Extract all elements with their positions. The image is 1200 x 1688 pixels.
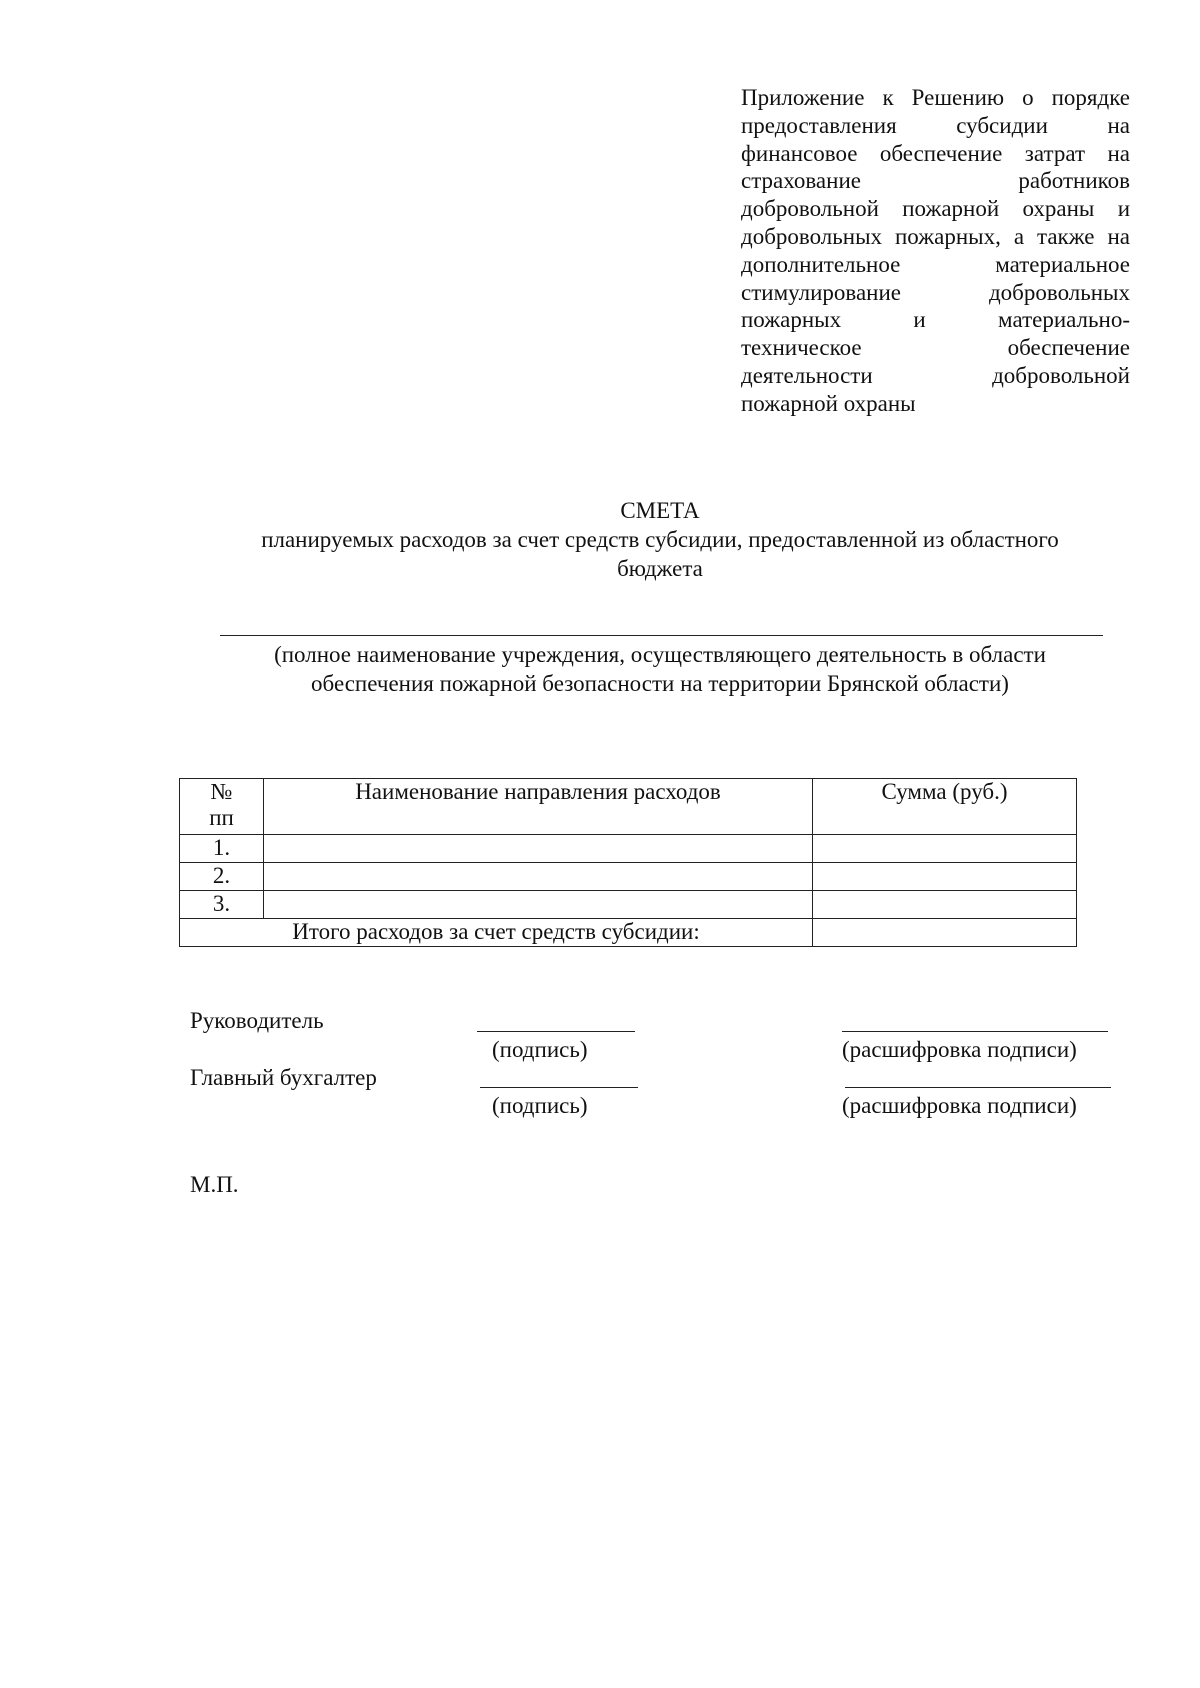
header-num-line-1: № <box>210 779 233 804</box>
appendix-line: стимулирование добровольных <box>741 279 1130 305</box>
row-num: 2. <box>180 863 264 891</box>
row-name-cell[interactable] <box>264 891 813 919</box>
stamp-place: М.П. <box>190 1172 239 1197</box>
table-row <box>180 891 1077 919</box>
table-total-row <box>180 919 1077 947</box>
document-title <box>200 496 1120 583</box>
appendix-line: финансовое обеспечение затрат на <box>741 140 1130 166</box>
total-value-cell[interactable] <box>813 919 1077 947</box>
appendix-line: добровольных пожарных, а также на <box>741 223 1130 249</box>
table-row <box>180 835 1077 863</box>
organization-caption-line-2: обеспечения пожарной безопасности на территории Брянской области) <box>311 671 1009 696</box>
header-num <box>180 779 264 835</box>
head-signature-line[interactable] <box>477 1031 635 1032</box>
accountant-decode-caption: (расшифровка подписи) <box>842 1093 1077 1118</box>
title-line-2: бюджета <box>617 556 703 581</box>
head-label: Руководитель <box>190 1008 324 1033</box>
appendix-line: пожарной охраны <box>741 390 916 416</box>
appendix-line: пожарных и материально- <box>741 307 1130 333</box>
organization-caption-line-1: (полное наименование учреждения, осуществляющего деятельность в области <box>274 642 1046 667</box>
appendix-line: страхование работников <box>741 168 1130 194</box>
row-name-cell[interactable] <box>264 835 813 863</box>
title-line-1: планируемых расходов за счет средств субсидии, предоставленной из областного <box>261 527 1059 552</box>
head-decode-line[interactable] <box>842 1031 1108 1032</box>
title-heading: СМЕТА <box>620 498 700 523</box>
header-sum: Сумма (руб.) <box>813 779 1077 835</box>
head-signature-caption: (подпись) <box>492 1037 588 1062</box>
organization-caption <box>200 640 1120 698</box>
appendix-line: добровольной пожарной охраны и <box>741 196 1130 222</box>
row-sum-cell[interactable] <box>813 891 1077 919</box>
header-num-line-2: пп <box>209 805 234 830</box>
row-num: 3. <box>180 891 264 919</box>
organization-fill-line[interactable] <box>220 635 1103 636</box>
appendix-line: Приложение к Решению о порядке <box>741 85 1130 110</box>
row-name-cell[interactable] <box>264 863 813 891</box>
row-num: 1. <box>180 835 264 863</box>
row-sum-cell[interactable] <box>813 835 1077 863</box>
appendix-line: дополнительное материальное <box>741 251 1130 277</box>
expenses-table <box>179 778 1077 947</box>
accountant-signature-line[interactable] <box>480 1087 638 1088</box>
table-row <box>180 863 1077 891</box>
appendix-header <box>741 84 1130 418</box>
accountant-label: Главный бухгалтер <box>190 1065 377 1090</box>
appendix-line: предоставления субсидии на <box>741 112 1130 138</box>
header-name: Наименование направления расходов <box>264 779 813 835</box>
appendix-line: деятельности добровольной <box>741 362 1130 388</box>
row-sum-cell[interactable] <box>813 863 1077 891</box>
appendix-line: техническое обеспечение <box>741 335 1130 361</box>
total-label: Итого расходов за счет средств субсидии: <box>180 919 813 947</box>
accountant-decode-line[interactable] <box>845 1087 1111 1088</box>
head-decode-caption: (расшифровка подписи) <box>842 1037 1077 1062</box>
table-header-row <box>180 779 1077 835</box>
accountant-signature-caption: (подпись) <box>492 1093 588 1118</box>
